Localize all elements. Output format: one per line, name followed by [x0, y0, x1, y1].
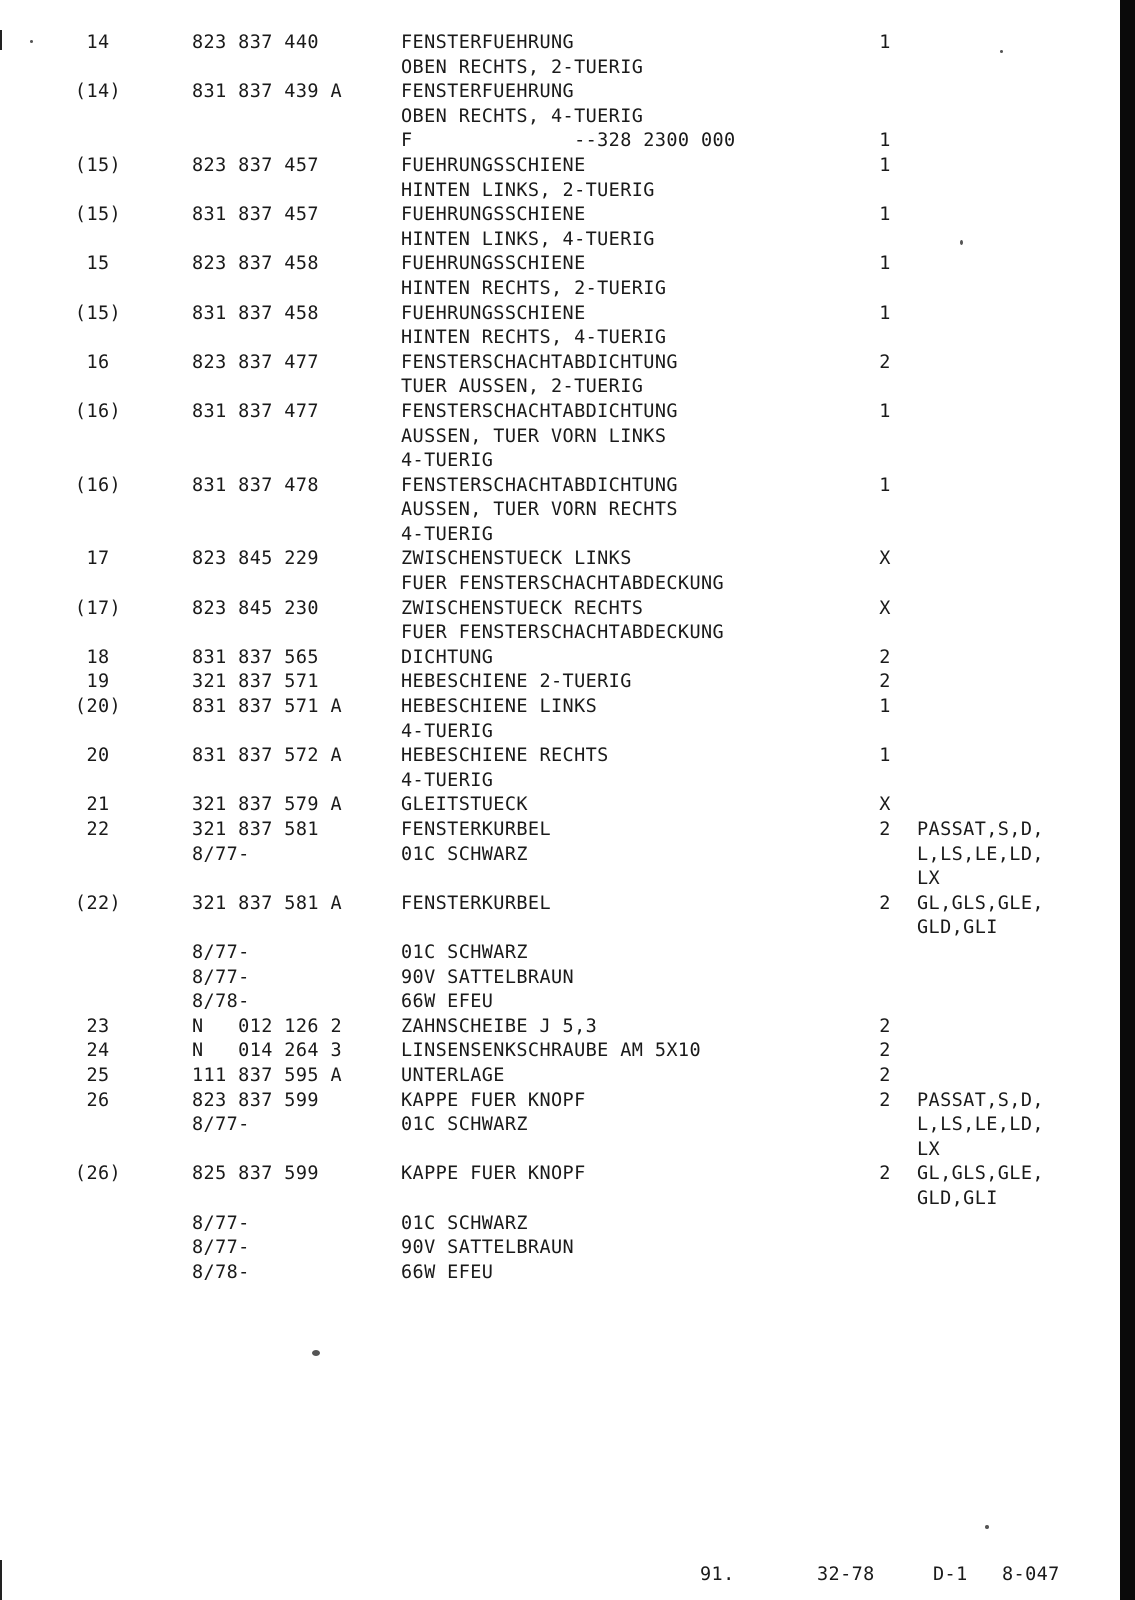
part-description: ZWISCHENSTUECK LINKS [401, 548, 632, 570]
table-row [0, 1162, 1110, 1187]
table-row [0, 1113, 1110, 1138]
quantity: X [879, 794, 891, 816]
part-number: 825 837 599 [192, 1163, 319, 1185]
part-description: FUEHRUNGSSCHIENE [401, 204, 586, 226]
model-note: PASSAT,S,D, [917, 819, 1044, 840]
quantity: 1 [879, 154, 891, 176]
part-number: 831 837 478 [192, 474, 319, 496]
part-number: 8/77- [192, 1212, 250, 1234]
table-row [0, 966, 1110, 991]
part-description: FENSTERSCHACHTABDICHTUNG [401, 474, 678, 496]
table-row [0, 769, 1110, 794]
table-row [0, 425, 1110, 450]
table-row [0, 843, 1110, 868]
item-number: 17 [86, 548, 110, 570]
part-description: 66W EFEU [401, 991, 494, 1013]
table-row [0, 1089, 1110, 1114]
scan-speck [960, 240, 963, 245]
part-description: KAPPE FUER KNOPF [401, 1089, 586, 1111]
part-description: 4-TUERIG [401, 523, 494, 545]
part-number: 823 845 230 [192, 597, 319, 619]
part-number: 831 837 571 A [192, 696, 342, 718]
table-row [0, 547, 1110, 572]
table-row [0, 621, 1110, 646]
scan-speck [1000, 50, 1003, 53]
part-number: 823 837 457 [192, 154, 319, 176]
table-row [0, 670, 1110, 695]
table-row [0, 572, 1110, 597]
table-row [0, 1212, 1110, 1237]
part-number: 831 837 439 A [192, 81, 342, 103]
model-note: L,LS,LE,LD, [917, 1114, 1044, 1136]
table-row [0, 498, 1110, 523]
part-description: F --328 2300 000 [401, 130, 736, 152]
table-row [0, 1039, 1110, 1064]
part-description: 66W EFEU [401, 1261, 494, 1283]
quantity: 1 [879, 302, 891, 324]
part-description: FENSTERKURBEL [401, 892, 551, 914]
part-number: 831 837 565 [192, 646, 319, 668]
part-number: 111 837 595 A [192, 1064, 342, 1086]
quantity: 2 [879, 1064, 891, 1086]
part-description: FENSTERSCHACHTABDICHTUNG [401, 351, 678, 373]
part-description: HEBESCHIENE 2-TUERIG [401, 671, 632, 693]
model-note: PASSAT,S,D, [917, 1089, 1044, 1111]
section-code: D-1 [933, 1564, 968, 1585]
part-description: FENSTERKURBEL [401, 819, 551, 840]
part-description: FUEHRUNGSSCHIENE [401, 302, 586, 324]
part-description: FUER FENSTERSCHACHTABDECKUNG [401, 573, 725, 595]
item-number: 18 [86, 646, 110, 668]
table-row [0, 129, 1110, 154]
table-row [0, 228, 1110, 253]
table-row [0, 179, 1110, 204]
table-row [0, 990, 1110, 1015]
part-description: HINTEN RECHTS, 4-TUERIG [401, 327, 667, 349]
table-row [0, 154, 1110, 179]
part-number: 823 837 599 [192, 1089, 319, 1111]
quantity: 2 [879, 892, 891, 914]
item-number: (15) [74, 154, 122, 176]
scan-speck [30, 40, 33, 43]
part-description: 90V SATTELBRAUN [401, 1237, 575, 1259]
quantity: 2 [879, 351, 891, 373]
table-row [0, 1261, 1110, 1286]
table-row [0, 1015, 1110, 1040]
part-description: FENSTERFUEHRUNG [401, 81, 575, 103]
quantity: 1 [879, 32, 891, 53]
table-row [0, 400, 1110, 425]
part-description: 01C SCHWARZ [401, 1114, 528, 1136]
part-description: KAPPE FUER KNOPF [401, 1163, 586, 1185]
model-note: GLD,GLI [917, 1187, 998, 1209]
page-footer [0, 1562, 1110, 1588]
quantity: 1 [879, 253, 891, 275]
quantity: 2 [879, 1040, 891, 1062]
part-number: 321 837 581 [192, 819, 319, 840]
item-number: 25 [86, 1064, 110, 1086]
part-description: HINTEN LINKS, 4-TUERIG [401, 228, 655, 250]
table-row [0, 105, 1110, 130]
part-description: FENSTERSCHACHTABDICHTUNG [401, 400, 678, 422]
item-number: 20 [86, 745, 110, 767]
model-note: GL,GLS,GLE, [917, 1163, 1044, 1185]
table-row [0, 892, 1110, 917]
part-description: FUEHRUNGSSCHIENE [401, 154, 586, 176]
part-number: 8/77- [192, 843, 250, 865]
item-number: 15 [86, 253, 110, 275]
page-number: 91. [700, 1564, 735, 1585]
scan-speck [312, 1350, 320, 1356]
part-number: N 014 264 3 [192, 1040, 342, 1062]
quantity: 1 [879, 696, 891, 718]
quantity: 2 [879, 1015, 891, 1037]
part-number: 321 837 581 A [192, 892, 342, 914]
quantity: 1 [879, 745, 891, 767]
part-description: HEBESCHIENE RECHTS [401, 745, 609, 767]
part-description: HINTEN LINKS, 2-TUERIG [401, 179, 655, 201]
quantity: 2 [879, 1089, 891, 1111]
item-number: 21 [86, 794, 110, 816]
scan-edge-bar [1120, 0, 1135, 1600]
table-row [0, 302, 1110, 327]
part-number: 823 837 440 [192, 32, 319, 53]
table-row [0, 1064, 1110, 1089]
table-row [0, 941, 1110, 966]
part-description: UNTERLAGE [401, 1064, 505, 1086]
part-number: 831 837 457 [192, 204, 319, 226]
part-number: 321 837 571 [192, 671, 319, 693]
model-note: GL,GLS,GLE, [917, 892, 1044, 914]
table-row [0, 720, 1110, 745]
quantity: X [879, 597, 891, 619]
part-description: 90V SATTELBRAUN [401, 966, 575, 988]
item-number: (26) [74, 1163, 122, 1185]
part-description: HEBESCHIENE LINKS [401, 696, 598, 718]
part-description: OBEN RECHTS, 2-TUERIG [401, 56, 644, 78]
part-number: 823 845 229 [192, 548, 319, 570]
part-description: 4-TUERIG [401, 769, 494, 791]
part-description: 01C SCHWARZ [401, 843, 528, 865]
table-row [0, 793, 1110, 818]
part-number: 831 837 477 [192, 400, 319, 422]
table-row [0, 523, 1110, 548]
model-note: LX [917, 868, 941, 890]
part-number: 831 837 572 A [192, 745, 342, 767]
table-row [0, 203, 1110, 228]
table-row [0, 252, 1110, 277]
part-description: FENSTERFUEHRUNG [401, 32, 575, 53]
table-row [0, 818, 1110, 843]
item-number: 14 [86, 32, 110, 53]
table-row [0, 916, 1110, 941]
part-number: 321 837 579 A [192, 794, 342, 816]
table-row [0, 31, 1110, 56]
item-number: (16) [74, 400, 122, 422]
table-row [0, 277, 1110, 302]
table-row [0, 1236, 1110, 1261]
part-description: DICHTUNG [401, 646, 494, 668]
item-number: (15) [74, 302, 122, 324]
table-row [0, 449, 1110, 474]
part-description: 4-TUERIG [401, 450, 494, 472]
scan-speck [985, 1525, 989, 1529]
part-description: OBEN RECHTS, 4-TUERIG [401, 105, 644, 127]
item-number: 16 [86, 351, 110, 373]
part-number: 8/78- [192, 991, 250, 1013]
part-number: 8/78- [192, 1261, 250, 1283]
table-row [0, 744, 1110, 769]
part-number: 823 837 477 [192, 351, 319, 373]
part-description: 01C SCHWARZ [401, 1212, 528, 1234]
quantity: X [879, 548, 891, 570]
model-note: LX [917, 1138, 941, 1160]
model-note: L,LS,LE,LD, [917, 843, 1044, 865]
part-description: TUER AUSSEN, 2-TUERIG [401, 376, 644, 398]
date-code: 32-78 [817, 1564, 875, 1585]
item-number: 23 [86, 1015, 110, 1037]
table-row [0, 375, 1110, 400]
part-number: 831 837 458 [192, 302, 319, 324]
quantity: 1 [879, 474, 891, 496]
part-description: 4-TUERIG [401, 720, 494, 742]
table-row [0, 646, 1110, 671]
part-number: 8/77- [192, 1237, 250, 1259]
table-row [0, 80, 1110, 105]
table-row [0, 597, 1110, 622]
item-number: 19 [86, 671, 110, 693]
table-row [0, 695, 1110, 720]
item-number: (15) [74, 204, 122, 226]
part-number: N 012 126 2 [192, 1015, 342, 1037]
part-number: 8/77- [192, 966, 250, 988]
part-description: GLEITSTUECK [401, 794, 528, 816]
table-row [0, 351, 1110, 376]
model-note: GLD,GLI [917, 917, 998, 939]
part-description: AUSSEN, TUER VORN RECHTS [401, 499, 678, 521]
part-description: 01C SCHWARZ [401, 941, 528, 963]
table-row [0, 474, 1110, 499]
parts-list [0, 31, 1110, 1285]
item-number: (20) [74, 696, 122, 718]
item-number: 26 [86, 1089, 110, 1111]
quantity: 2 [879, 671, 891, 693]
table-row [0, 1138, 1110, 1163]
part-description: FUEHRUNGSSCHIENE [401, 253, 586, 275]
item-number: (14) [74, 81, 122, 103]
part-description: HINTEN RECHTS, 2-TUERIG [401, 277, 667, 299]
table-row [0, 326, 1110, 351]
quantity: 2 [879, 1163, 891, 1185]
item-number: 24 [86, 1040, 110, 1062]
item-number: (17) [74, 597, 122, 619]
item-number: (22) [74, 892, 122, 914]
part-number: 8/77- [192, 1114, 250, 1136]
item-number: (16) [74, 474, 122, 496]
part-description: LINSENSENKSCHRAUBE AM 5X10 [401, 1040, 701, 1062]
item-number: 22 [86, 819, 110, 840]
quantity: 1 [879, 204, 891, 226]
table-row [0, 1187, 1110, 1212]
part-description: ZWISCHENSTUECK RECHTS [401, 597, 644, 619]
part-number: 823 837 458 [192, 253, 319, 275]
quantity: 2 [879, 819, 891, 840]
table-row [0, 56, 1110, 81]
catalog-ref: 8-047 [1002, 1564, 1060, 1585]
quantity: 2 [879, 646, 891, 668]
part-number: 8/77- [192, 941, 250, 963]
part-description: FUER FENSTERSCHACHTABDECKUNG [401, 622, 725, 644]
part-description: ZAHNSCHEIBE J 5,3 [401, 1015, 598, 1037]
part-description: AUSSEN, TUER VORN LINKS [401, 425, 667, 447]
table-row [0, 867, 1110, 892]
quantity: 1 [879, 400, 891, 422]
quantity: 1 [879, 130, 891, 152]
